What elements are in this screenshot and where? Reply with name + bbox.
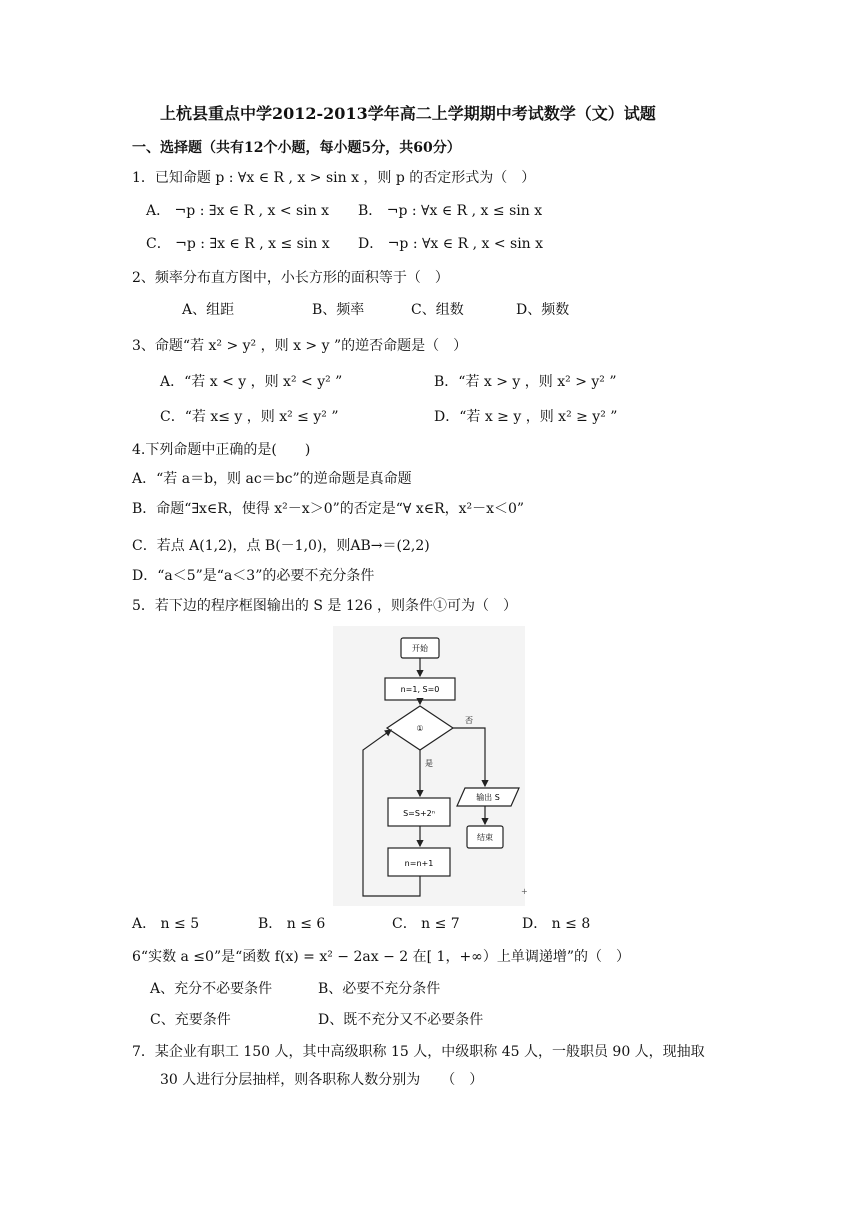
question-4-option-c: C．若点 A(1,2)，点 B(－1,0)，则AB→＝(2,2): [132, 538, 430, 554]
flow-init-label: n=1, S=0: [400, 685, 440, 694]
flow-start-label: 开始: [412, 644, 428, 653]
flow-end-label: 结束: [477, 833, 493, 842]
question-5-option-d: D． n ≤ 8: [522, 916, 591, 932]
flowchart: [333, 626, 528, 906]
exam-title: 上杭县重点中学2012-2013学年高二上学期期中考试数学（文）试题: [160, 104, 656, 123]
question-2-option-c: C、组数: [411, 302, 464, 318]
question-1-option-d: D． ¬p : ∀x ∈ R , x < sin x: [358, 236, 544, 252]
flow-output-label: 输出 S: [476, 793, 500, 802]
question-1-option-c: C． ¬p : ∃x ∈ R , x ≤ sin x: [146, 236, 330, 252]
flow-sum-label: S=S+2ⁿ: [403, 809, 435, 818]
question-7-stem-line-2: 30 人进行分层抽样，则各职称人数分别为 （ ）: [160, 1072, 484, 1088]
question-2-option-d: D、频数: [516, 302, 570, 318]
question-6-stem: 6“实数 a ≤0”是“函数 f(x) = x² − 2ax − 2 在[ 1，+∞）上单调递增”的（ ）: [132, 949, 630, 965]
question-5-option-c: C． n ≤ 7: [392, 916, 460, 932]
section-heading: 一、选择题（共有12个小题，每小题5分，共60分）: [132, 140, 461, 156]
question-4-stem: 4.下列命题中正确的是( ): [132, 442, 311, 458]
question-3-option-a: A．“若 x < y ，则 x² < y² ”: [160, 374, 343, 390]
question-1-option-b: B． ¬p : ∀x ∈ R , x ≤ sin x: [358, 203, 543, 219]
question-3-option-b: B．“若 x > y ，则 x² > y² ”: [434, 374, 617, 390]
question-2-option-b: B、频率: [312, 302, 365, 318]
question-4-option-d: D．“a＜5”是“a＜3”的必要不充分条件: [132, 568, 375, 584]
question-6-option-c: C、充要条件: [150, 1012, 231, 1028]
question-3-option-d: D．“若 x ≥ y ，则 x² ≥ y² ”: [434, 409, 618, 425]
question-3-option-c: C．“若 x≤ y ，则 x² ≤ y² ”: [160, 409, 339, 425]
flow-no-label: 否: [465, 716, 473, 725]
question-4-option-a: A．“若 a＝b，则 ac＝bc”的逆命题是真命题: [132, 471, 412, 487]
question-6-option-a: A、充分不必要条件: [150, 981, 273, 997]
question-1-stem: 1．已知命题 p : ∀x ∈ R , x > sin x ，则 p 的否定形式为（ ）: [132, 170, 536, 186]
flow-decision-label: ①: [416, 724, 424, 733]
question-2-option-a: A、组距: [182, 302, 235, 318]
flow-corner-mark: +: [521, 887, 528, 896]
question-4-option-b: B．命题“∃x∈R，使得 x²－x＞0”的否定是“∀ x∈R，x²－x＜0”: [132, 501, 525, 517]
question-3-stem: 3、命题“若 x² > y² ，则 x > y ”的逆否命题是（ ）: [132, 338, 468, 354]
flow-increment-label: n=n+1: [404, 859, 434, 868]
question-5-option-a: A． n ≤ 5: [132, 916, 200, 932]
question-2-stem: 2、频率分布直方图中，小长方形的面积等于（ ）: [132, 270, 449, 286]
question-6-option-b: B、必要不充分条件: [318, 981, 441, 997]
question-1-option-a: A． ¬p : ∃x ∈ R , x < sin x: [146, 203, 330, 219]
flow-yes-label: 是: [425, 759, 433, 768]
question-6-option-d: D、既不充分又不必要条件: [318, 1012, 484, 1028]
question-5-stem: 5．若下边的程序框图输出的 S 是 126 ，则条件①可为（ ）: [132, 598, 518, 614]
question-5-option-b: B． n ≤ 6: [258, 916, 326, 932]
question-7-stem-line-1: 7．某企业有职工 150 人，其中高级职称 15 人，中级职称 45 人，一般职员 90 人，现抽取: [132, 1044, 705, 1060]
